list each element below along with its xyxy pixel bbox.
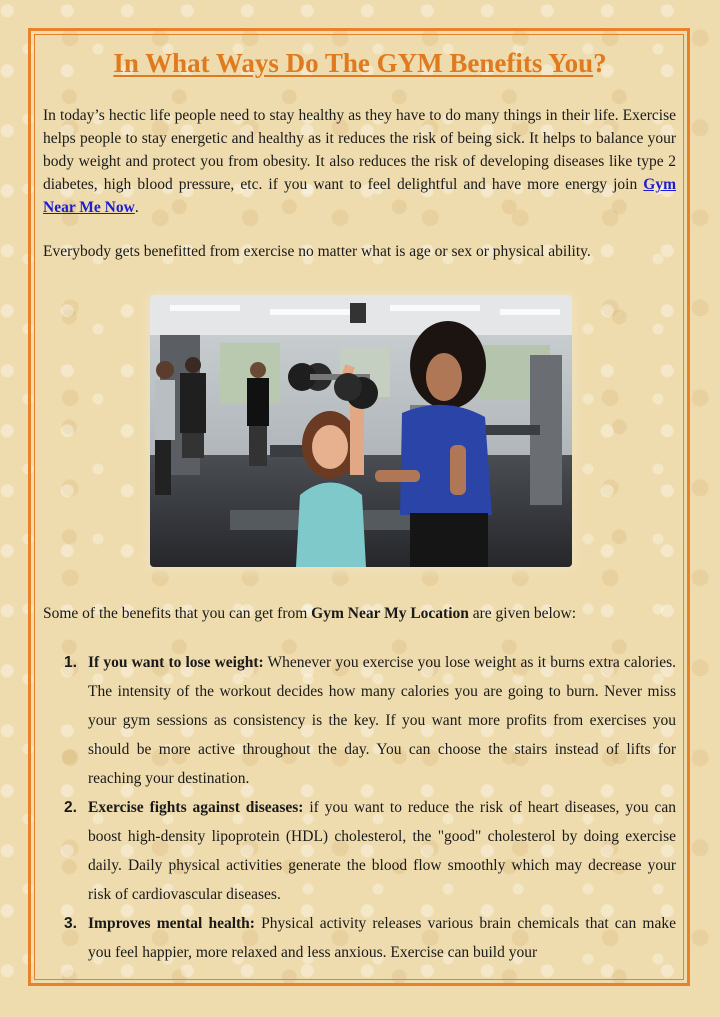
benefit-heading: If you want to lose weight: [88,654,264,671]
benefits-intro-after: are given below: [468,605,577,622]
page-title [0,48,720,79]
benefit-item-mental-health [43,909,676,967]
intro-end: . [134,199,139,216]
everybody-paragraph: Everybody gets benefitted from exercise no matter what is age or sex or physical ability. [43,243,591,260]
benefit-number: 2. [64,799,77,816]
benefit-number: 3. [64,915,77,932]
benefits-list [43,648,676,967]
benefit-text: if you want to reduce the risk of heart diseases, you can boost high-density lipoprotein (HDL) cholesterol, the "good" cholesterol by doing exercise daily. Daily physical activities generate the blood flow smoothly which may decrease your risk of cardiovascular diseases. [88,799,676,903]
benefits-intro-bold: Gym Near My Location [311,605,469,622]
gym-near-me-now-link[interactable]: Gym Near Me Now [43,176,676,216]
benefit-number: 1. [64,654,77,671]
benefit-text: Whenever you exercise you lose weight as it burns extra calories. The intensity of the workout decides how many calories you are going to burn. Never miss your gym sessions as consistency is the key. If you want more profits from exercises you should be more active throughout the day. You can choose the stairs instead of lifts for reaching your destination. [88,654,676,787]
benefit-text: Physical activity releases various brain chemicals that can make you feel happier, more relaxed and less anxious. Exercise can build your [88,915,676,961]
gym-photo [150,295,572,567]
page-title-suffix: ? [593,48,607,78]
gym-photo-illustration [150,295,572,567]
intro-paragraph [43,104,676,219]
benefit-item-lose-weight [43,648,676,793]
benefits-intro-before: Some of the benefits that you can get from [43,605,312,622]
benefit-heading: Improves mental health: [88,915,255,932]
benefits-intro-paragraph [43,602,676,625]
page-title-main: In What Ways Do The GYM Benefits You [113,48,594,78]
benefit-item-fights-diseases [43,793,676,909]
benefit-heading: Exercise fights against diseases: [88,799,304,816]
intro-text: In today’s hectic life people need to stay healthy as they have to do many things in their life. Exercise helps people to stay energetic and healthy as it reduces the risk of being sick. It helps to balance your body weight and protect you from obesity. It also reduces the risk of developing diseases like type 2 diabetes, high blood pressure, etc. if you want to feel delightful and have more energy join [43,107,676,193]
